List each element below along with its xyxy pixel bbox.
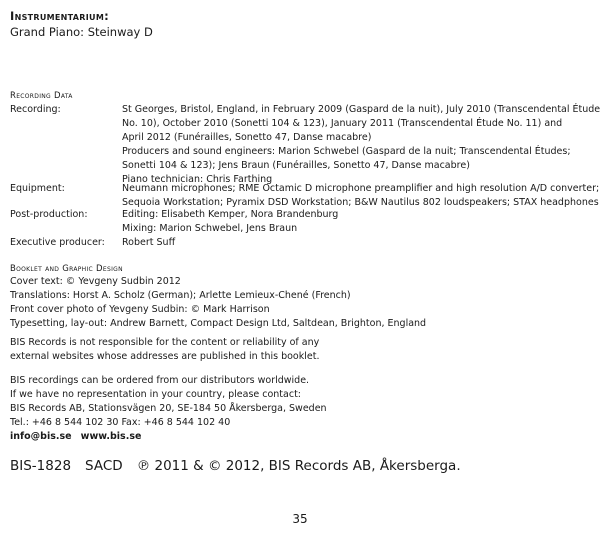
equipment-label: Equipment:: [10, 183, 65, 194]
post-production-label: Post-production:: [10, 209, 88, 220]
contact-line: If we have no representation in your country, please contact:: [10, 389, 302, 400]
equipment-line: Neumann microphones; RME Octamic D microphone preamplifier and high resolution A/D converter;: [122, 183, 600, 194]
instrumentarium-title: Instrumentarium:: [10, 9, 109, 23]
recording-value: [122, 103, 600, 187]
booklet-credits: [10, 275, 426, 331]
executive-producer-row: [10, 236, 595, 250]
recording-line: Piano technician: Chris Farthing: [122, 174, 273, 185]
catalogue-line: [10, 458, 475, 474]
post-production-line: Editing: Elisabeth Kemper, Nora Brandenburg: [122, 209, 339, 220]
post-production-row: [10, 208, 595, 236]
copyright-notice: ℗ 2011 & © 2012, BIS Records AB, Åkersberga.: [136, 458, 461, 474]
booklet-credit-line: Translations: Horst A. Scholz (German); Arlette Lemieux-Chené (French): [10, 290, 351, 301]
post-production-line: Mixing: Marion Schwebel, Jens Braun: [122, 223, 298, 234]
disclaimer-line: BIS Records is not responsible for the content or reliability of any: [10, 337, 320, 348]
equipment-value: [122, 182, 599, 210]
booklet-credit-line: Typesetting, lay-out: Andrew Barnett, Compact Design Ltd, Saltdean, Brighton, England: [10, 318, 427, 329]
recording-line: Sonetti 104 & 123); Jens Braun (Funérailles, Sonetto 47, Danse macabre): [122, 160, 470, 171]
recording-line: April 2012 (Funérailles, Sonetto 47, Danse macabre): [122, 132, 372, 143]
recording-label: Recording:: [10, 104, 61, 115]
executive-producer-line: Robert Suff: [122, 237, 176, 248]
contact-line: BIS Records AB, Stationsvägen 20, SE-184 50 Åkersberga, Sweden: [10, 403, 327, 414]
catalogue-format: SACD: [85, 458, 123, 474]
booklet-design-heading: Booklet and Graphic Design: [10, 264, 123, 274]
recording-line: Producers and sound engineers: Marion Schwebel (Gaspard de la nuit; Transcendental Études;: [122, 146, 571, 157]
equipment-row: [10, 182, 600, 210]
disclaimer-line: external websites whose addresses are published in this booklet.: [10, 351, 320, 362]
page-number: 35: [292, 512, 308, 526]
post-production-value: [122, 208, 595, 236]
equipment-line: Sequoia Workstation; Pyramix DSD Workstation; B&W Nautilus 802 loudspeakers; STAX headphones: [122, 197, 599, 208]
recording-data-heading: Recording Data: [10, 91, 73, 101]
contact-links: [10, 430, 327, 444]
email-link[interactable]: info@bis.se: [10, 431, 72, 442]
booklet-credit-line: Front cover photo of Yevgeny Sudbin: © Mark Harrison: [10, 304, 270, 315]
website-link[interactable]: www.bis.se: [80, 431, 142, 442]
disclaimer-text: [10, 336, 319, 364]
contact-block: [10, 374, 327, 444]
contact-line: Tel.: +46 8 544 102 30 Fax: +46 8 544 102 40: [10, 417, 231, 428]
recording-row: [10, 103, 600, 187]
recording-line: St Georges, Bristol, England, in February 2009 (Gaspard de la nuit), July 2010 (Transcendental Étude: [122, 104, 600, 115]
recording-line: No. 10), October 2010 (Sonetti 104 & 123), January 2011 (Transcendental Étude No. 11) and: [122, 118, 563, 129]
contact-line: BIS recordings can be ordered from our distributors worldwide.: [10, 375, 310, 386]
executive-producer-value: [122, 236, 595, 250]
instrument-line: Grand Piano: Steinway D: [10, 25, 153, 39]
booklet-credit-line: Cover text: © Yevgeny Sudbin 2012: [10, 276, 181, 287]
executive-producer-label: Executive producer:: [10, 237, 105, 248]
catalogue-number: BIS-1828: [10, 458, 72, 474]
